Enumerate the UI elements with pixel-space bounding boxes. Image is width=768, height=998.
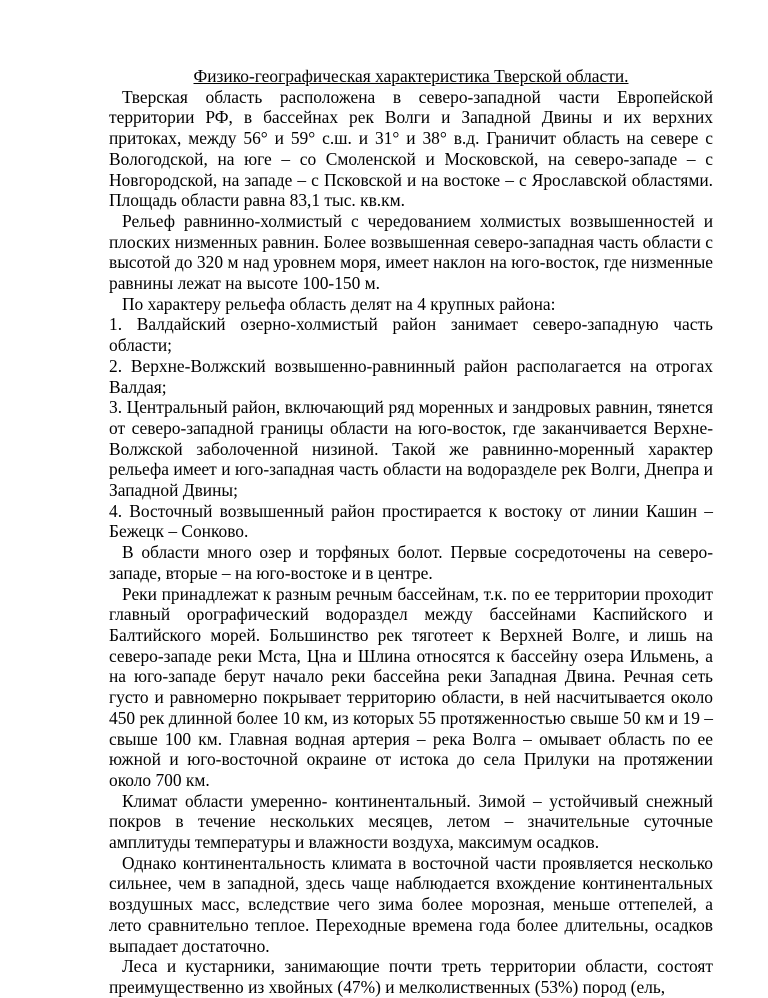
- document-title: Физико-географическая характеристика Тверской области.: [193, 66, 629, 86]
- document-page: [109, 66, 713, 998]
- paragraph-relief: Рельеф равнинно-холмистый с чередованием холмистых возвышенностей и плоских низменных равнин. Более возвышенная северо-западная часть области с высотой до 320 м над уровнем моря, имеет наклон на юго-восток, где низменные равнины лежат на высоте 100-150 м.: [109, 210, 713, 294]
- list-item-central: 3. Центральный район, включающий ряд моренных и зандровых равнин, тянется от северо-западной границы области на юго-восток, где заканчивается Верхне-Волжской заболоченной низиной. Такой же равнинно-моренный характер рельефа имеет и юго-западная часть области на водоразделе рек Волги, Днепра и Западной Двины;: [109, 397, 713, 501]
- paragraph-lakes: В области много озер и торфяных болот. Первые сосредоточены на северо-западе, вторые – на юго-востоке и в центре.: [109, 542, 713, 583]
- list-item-upper-volga: 2. Верхне-Волжский возвышенно-равнинный район располагается на отрогах Валдая;: [109, 355, 713, 397]
- paragraph-regions-intro: По характеру рельефа область делят на 4 крупных района:: [122, 293, 556, 314]
- paragraph-forests: Леса и кустарники, занимающие почти треть территории области, состоят преимущественно из хвойных (47%) и мелколиственных (53%) пород (ель,: [109, 956, 713, 997]
- paragraph-climate: Климат области умеренно- континентальный. Зимой – устойчивый снежный покров в течение нескольких месяцев, летом – значительные суточные амплитуды температуры и влажности воздуха, максимум осадков.: [109, 790, 713, 853]
- list-item-eastern: 4. Восточный возвышенный район простирается к востоку от линии Кашин – Бежецк – Сонково.: [109, 500, 713, 542]
- list-item-valdai: 1. Валдайский озерно-холмистый район занимает северо-западную часть области;: [109, 314, 713, 356]
- paragraph-rivers: Реки принадлежат к разным речным бассейнам, т.к. по ее территории проходит главный орографический водораздел между бассейнами Каспийского и Балтийского морей. Большинство рек тяготеет к Верхней Волге, и лишь на северо-западе реки Мста, Цна и Шлина относятся к бассейну озера Ильмень, а на юго-западе берут начало реки бассейна реки Западная Двина. Речная сеть густо и равномерно покрывает территорию области, в ней насчитывается около 450 рек длинной более 10 км, из которых 55 протяженностью свыше 50 км и 19 – свыше 100 км. Главная водная артерия – река Волга – омывает область по ее южной и юго-восточной окраине от истока до села Прилуки на протяжении около 700 км.: [109, 583, 713, 790]
- paragraph-continentality: Однако континентальность климата в восточной части проявляется несколько сильнее, чем в западной, здесь чаще наблюдается вхождение континентальных воздушных масс, вследствие чего зима более морозная, меньше оттепелей, а лето сравнительно теплое. Переходные времена года более длительны, осадков выпадает достаточно.: [109, 852, 713, 956]
- paragraph-location: Тверская область расположена в северо-западной части Европейской территории РФ, в бассейнах рек Волги и Западной Двины и их верхних притоках, между 56° и 59° с.ш. и 31° и 38° в.д. Граничит область на севере с Вологодской, на юге – со Смоленской и Московской, на северо-западе – с Новгородской, на западе – с Псковской и на востоке – с Ярославской областями. Площадь области равна 83,1 тыс. кв.км.: [109, 86, 713, 211]
